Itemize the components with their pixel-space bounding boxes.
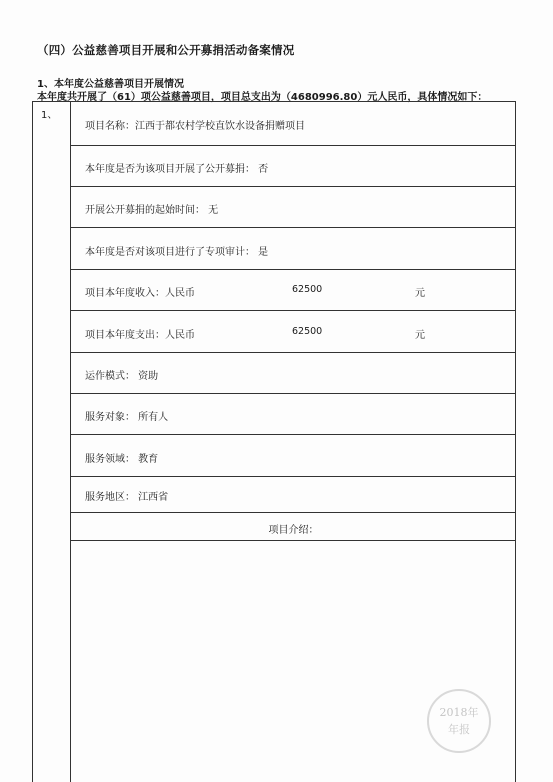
sub-title: 1、本年度公益慈善项目开展情况 — [37, 79, 184, 90]
stamp-label: 年报 — [448, 723, 470, 736]
operation-mode-text: 运作模式： 资助 — [85, 371, 159, 382]
row-expense — [71, 311, 516, 353]
row-project-name — [71, 102, 516, 146]
income-unit: 元 — [415, 288, 425, 299]
service-field-text: 服务领域： 教育 — [85, 454, 159, 465]
row-audit — [71, 228, 516, 270]
project-table — [32, 101, 516, 782]
row-public-fundraising — [71, 146, 516, 187]
expense-unit: 元 — [415, 330, 425, 341]
row-operation-mode — [71, 353, 516, 394]
row-index: 1、 — [41, 110, 58, 121]
income-amount: 62500 — [292, 284, 323, 295]
row-intro-label — [71, 513, 516, 541]
intro-label: 项目介绍： — [268, 525, 319, 536]
summary-line: 本年度共开展了（61）项公益慈善项目，项目总支出为（4680996.80）元人民币，具体情况如下： — [37, 92, 488, 103]
row-service-target — [71, 394, 516, 435]
row-income — [71, 270, 516, 311]
row-service-field — [71, 435, 516, 477]
project-name-text: 项目名称：江西于都农村学校直饮水设备捐赠项目 — [85, 121, 305, 132]
audit-text: 本年度是否对该项目进行了专项审计： 是 — [85, 247, 269, 258]
row-service-area — [71, 477, 516, 513]
row-start-time — [71, 187, 516, 228]
expense-amount: 62500 — [292, 326, 323, 337]
section-title: （四）公益慈善项目开展和公开募捐活动备案情况 — [37, 43, 295, 57]
start-time-text: 开展公开募捐的起始时间： 无 — [85, 205, 219, 216]
annual-report-stamp — [427, 689, 491, 753]
expense-label: 项目本年度支出：人民币 — [85, 330, 195, 341]
income-label: 项目本年度收入：人民币 — [85, 288, 195, 299]
stamp-year: 2018年 — [439, 706, 479, 719]
service-target-text: 服务对象： 所有人 — [85, 412, 169, 423]
index-column — [33, 102, 71, 782]
service-area-text: 服务地区： 江西省 — [85, 492, 169, 503]
public-fundraising-text: 本年度是否为该项目开展了公开募捐： 否 — [85, 164, 269, 175]
